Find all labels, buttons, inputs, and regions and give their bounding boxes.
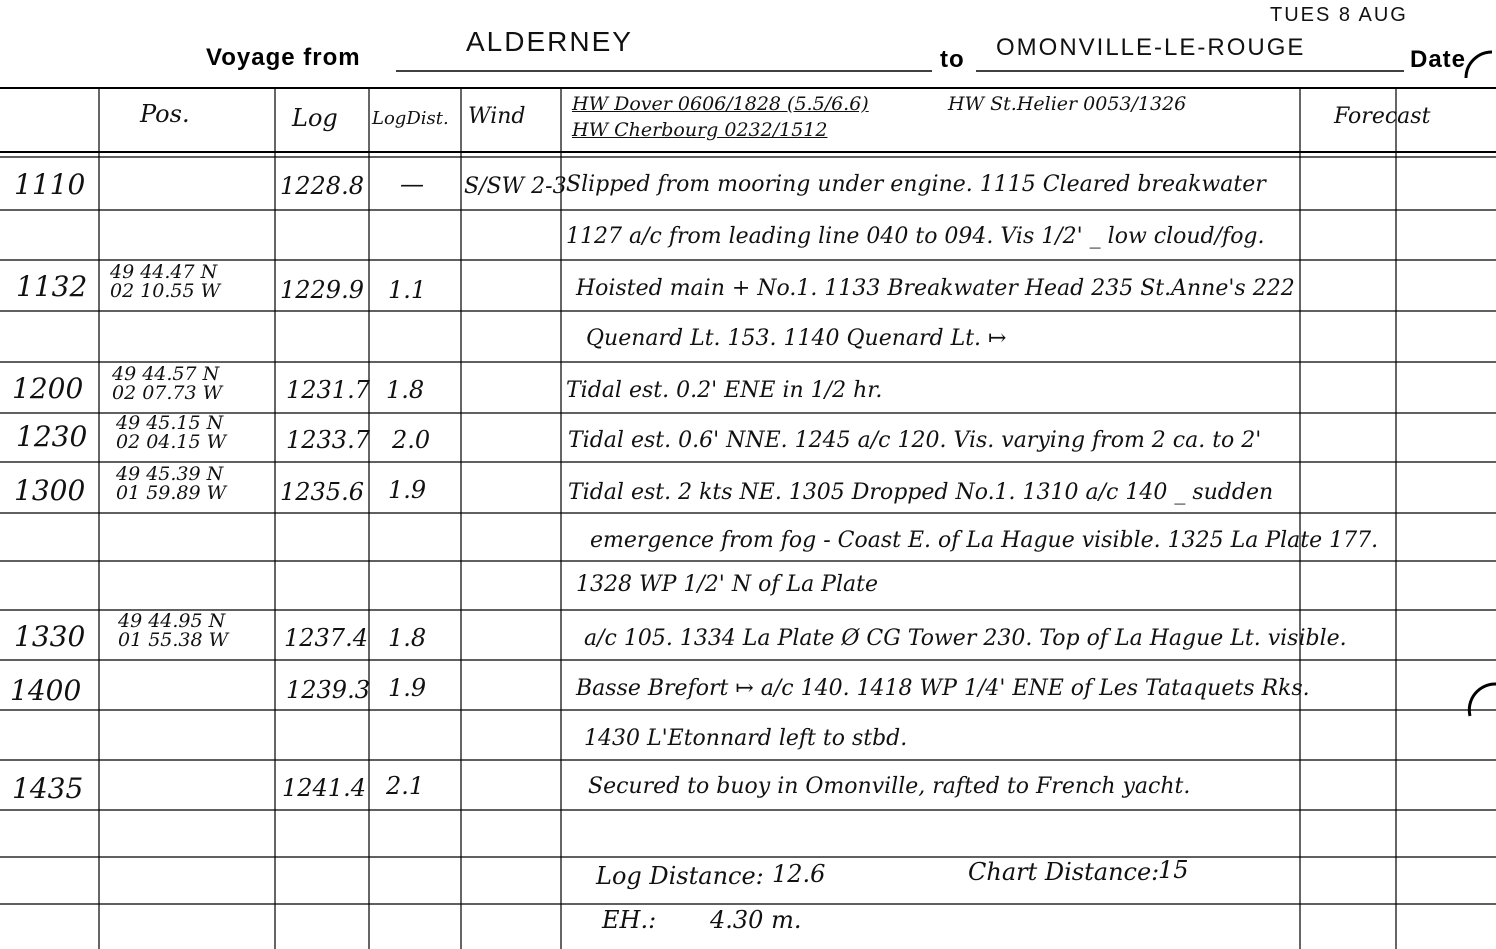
row-remark: a/c 105. 1334 La Plate Ø CG Tower 230. Top of La Hague Lt. visible. xyxy=(584,626,1347,651)
row-log-dist: 1.9 xyxy=(388,674,427,702)
row-pos-lat: 49 44.57 N xyxy=(112,363,220,385)
binder-hole-icon xyxy=(1466,52,1492,78)
row-time: 1400 xyxy=(10,674,82,707)
row-remark: 1127 a/c from leading line 040 to 094. Vis 1/2' _ low cloud/fog. xyxy=(566,224,1265,249)
row-remark: Tidal est. 0.2' ENE in 1/2 hr. xyxy=(566,378,883,403)
row-remark: 1328 WP 1/2' N of La Plate xyxy=(576,572,878,597)
to-label: to xyxy=(940,46,965,73)
log-distance-label: Log Distance: xyxy=(596,862,764,890)
row-pos-lon: 02 04.15 W xyxy=(116,431,227,453)
row-log-dist: 1.1 xyxy=(388,276,427,304)
row-remark: Tidal est. 2 kts NE. 1305 Dropped No.1. 1310 a/c 140 _ sudden xyxy=(568,480,1274,505)
row-remark: Secured to buoy in Omonville, rafted to French yacht. xyxy=(588,774,1191,799)
voyage-to-value: OMONVILLE-LE-ROUGE xyxy=(996,34,1306,61)
log-distance-value: 12.6 xyxy=(772,860,826,888)
row-log-dist: 2.0 xyxy=(392,426,431,454)
tide-hw-st-helier: HW St.Helier 0053/1326 xyxy=(948,93,1187,115)
row-log-dist: 2.1 xyxy=(386,772,425,800)
column-header-log: Log xyxy=(292,104,338,132)
row-log-dist: 1.8 xyxy=(388,624,427,652)
eh-value: 4.30 m. xyxy=(710,906,802,934)
row-time: 1110 xyxy=(14,168,86,201)
date-label: Date xyxy=(1410,46,1467,73)
chart-distance-value: 15 xyxy=(1158,856,1189,884)
row-time: 1300 xyxy=(14,474,86,507)
tide-hw-dover: HW Dover 0606/1828 (5.5/6.6) xyxy=(572,93,869,115)
row-pos-lon: 01 55.38 W xyxy=(118,629,229,651)
row-remark: Tidal est. 0.6' NNE. 1245 a/c 120. Vis. varying from 2 ca. to 2' xyxy=(568,428,1262,453)
row-log-dist: — xyxy=(400,170,424,198)
row-remark: 1430 L'Etonnard left to stbd. xyxy=(584,726,908,751)
date-note: TUES 8 AUG xyxy=(1270,4,1408,26)
row-log: 1239.3 xyxy=(286,676,370,704)
tide-hw-cherbourg: HW Cherbourg 0232/1512 xyxy=(572,119,828,141)
column-rules xyxy=(99,88,1396,949)
row-pos-lon: 02 07.73 W xyxy=(112,382,223,404)
row-log: 1241.4 xyxy=(282,774,366,802)
row-log-dist: 1.9 xyxy=(388,476,427,504)
row-log: 1235.6 xyxy=(280,478,364,506)
row-log: 1233.7 xyxy=(286,426,370,454)
column-header-forecast: Forecast xyxy=(1334,104,1431,129)
row-remark: Quenard Lt. 153. 1140 Quenard Lt. ↦ xyxy=(586,326,1007,351)
row-pos-lat: 49 44.95 N xyxy=(118,610,226,632)
eh-label: EH.: xyxy=(602,906,657,934)
row-log: 1231.7 xyxy=(286,376,370,404)
row-log: 1228.8 xyxy=(280,172,364,200)
row-remark: Hoisted main + No.1. 1133 Breakwater Head 235 St.Anne's 222 xyxy=(576,276,1295,301)
row-remark: emergence from fog - Coast E. of La Hague visible. 1325 La Plate 177. xyxy=(590,528,1379,553)
column-header-pos: Pos. xyxy=(140,100,190,128)
voyage-from-label: Voyage from xyxy=(206,44,361,71)
row-time: 1132 xyxy=(16,270,88,303)
row-remark: Slipped from mooring under engine. 1115 Cleared breakwater xyxy=(566,172,1266,197)
column-header-wind: Wind xyxy=(468,104,526,129)
row-time: 1435 xyxy=(12,772,84,805)
row-pos-lat: 49 45.39 N xyxy=(116,463,224,485)
row-wind: S/SW 2-3 xyxy=(464,174,567,199)
row-log: 1229.9 xyxy=(280,276,364,304)
row-pos-lon: 02 10.55 W xyxy=(110,280,221,302)
row-pos-lat: 49 45.15 N xyxy=(116,412,224,434)
voyage-from-value: ALDERNEY xyxy=(466,26,633,57)
row-log-dist: 1.8 xyxy=(386,376,425,404)
row-log: 1237.4 xyxy=(284,624,368,652)
row-pos-lon: 01 59.89 W xyxy=(116,482,227,504)
row-time: 1230 xyxy=(16,420,88,453)
row-time: 1200 xyxy=(12,372,84,405)
chart-distance-label: Chart Distance: xyxy=(968,858,1160,886)
row-time: 1330 xyxy=(14,620,86,653)
column-header-log-dist: LogDist. xyxy=(372,108,449,129)
row-rules xyxy=(0,210,1496,904)
binder-hole-icon xyxy=(1469,684,1496,716)
row-remark: Basse Brefort ↦ a/c 140. 1418 WP 1/4' ENE of Les Tataquets Rks. xyxy=(576,676,1310,701)
row-pos-lat: 49 44.47 N xyxy=(110,261,218,283)
